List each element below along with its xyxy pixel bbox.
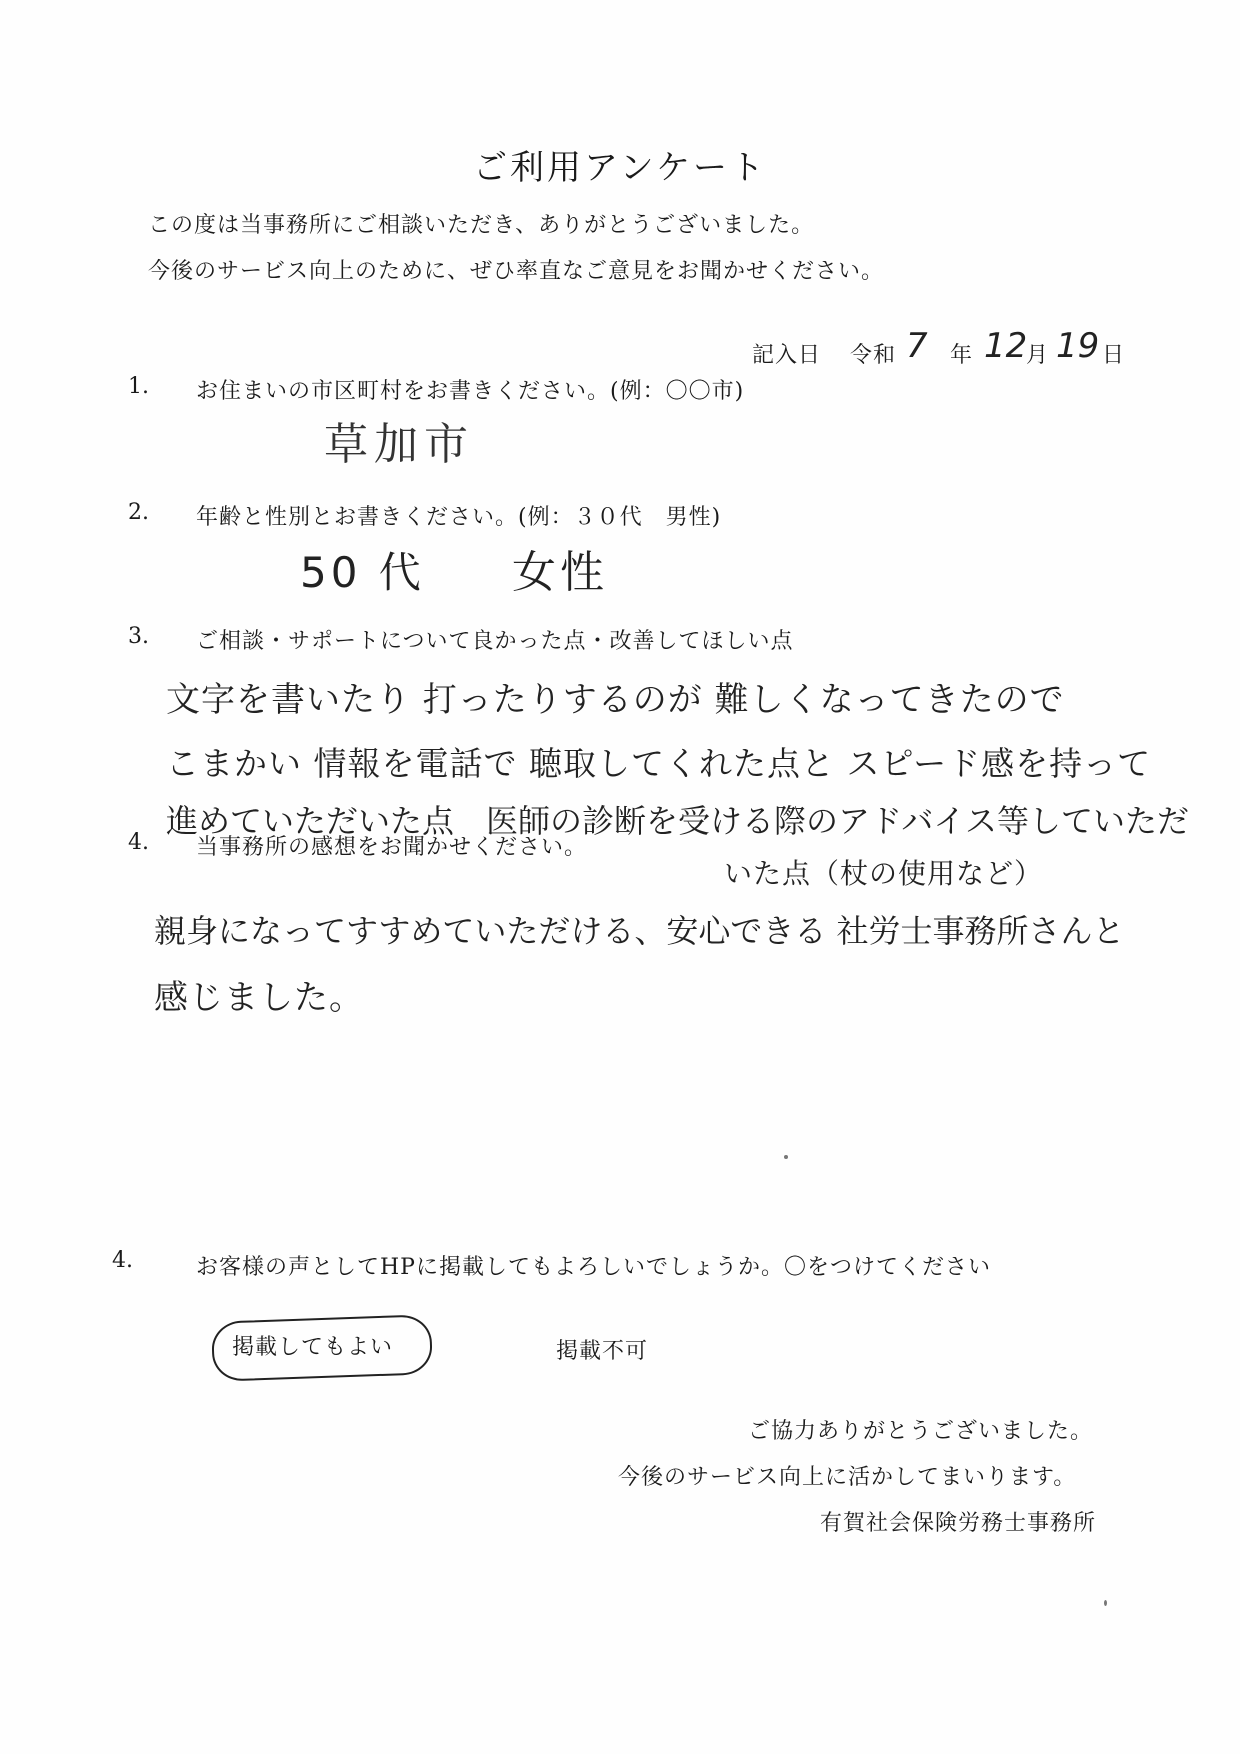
scan-speck [1104,1600,1107,1606]
date-month-handwritten: 12 [984,326,1028,366]
intro-line-2: 今後のサービス向上のために、ぜひ率直なご意見をお聞かせください。 [148,259,885,284]
question-1-number: 1. [128,374,149,399]
intro-line-1: この度は当事務所にご相談いただき、ありがとうございました。 [148,213,815,238]
question-2-answer-age: 50 代 [300,548,425,597]
date-day-unit: 日 [1102,343,1126,368]
question-5-number: 4. [112,1248,133,1273]
question-3-text: ご相談・サポートについて良かった点・改善してほしい点 [196,629,794,654]
question-3-answer-line-3: 進めていただいた点 医師の診断を受ける際のアドバイス等していただ [166,802,1190,840]
question-4-number: 4. [128,830,149,855]
question-4-answer-line-2: 感じました。 [154,978,364,1018]
question-2-number: 2. [128,500,149,525]
date-label: 記入日 [752,343,822,368]
date-era: 令和 [850,343,897,368]
date-day-handwritten: 19 [1056,326,1100,366]
date-month-unit: 月 [1026,343,1050,368]
question-3-number: 3. [128,624,149,649]
question-2-answer-gender: 女性 [512,547,608,598]
date-year-unit: 年 [950,343,974,368]
date-year-handwritten: 7 [906,326,928,366]
option-deny[interactable]: 掲載不可 [556,1339,649,1364]
question-5-text: お客様の声としてHPに掲載してもよろしいでしょうか。〇をつけてください [196,1255,991,1280]
question-3-answer-line-1: 文字を書いたり 打ったりするのが 難しくなってきたので [166,680,1065,720]
question-4-answer-line-1: 親身になってすすめていただける、安心できる 社労士事務所さんと [154,912,1125,950]
question-4-text: 当事務所の感想をお聞かせください。 [196,835,588,860]
closing-office: 有賀社会保険労務士事務所 [820,1511,1097,1536]
question-1-text: お住まいの市区町村をお書きください。(例：〇〇市) [196,379,745,404]
closing-thanks: ご協力ありがとうございました。 [748,1419,1094,1444]
question-3-answer-line-4: いた点（杖の使用など） [724,857,1044,890]
question-2-text: 年齢と性別とお書きください。(例：３０代 男性) [196,505,722,530]
question-1-answer: 草加市 [324,419,474,470]
form-title: ご利用アンケート [473,148,767,188]
option-allow[interactable]: 掲載してもよい [232,1335,394,1360]
question-3-answer-line-2: こまかい 情報を電話で 聴取してくれた点と スピード感を持って [166,744,1152,783]
closing-note: 今後のサービス向上に活かしてまいります。 [618,1465,1077,1490]
scan-speck [784,1155,788,1159]
